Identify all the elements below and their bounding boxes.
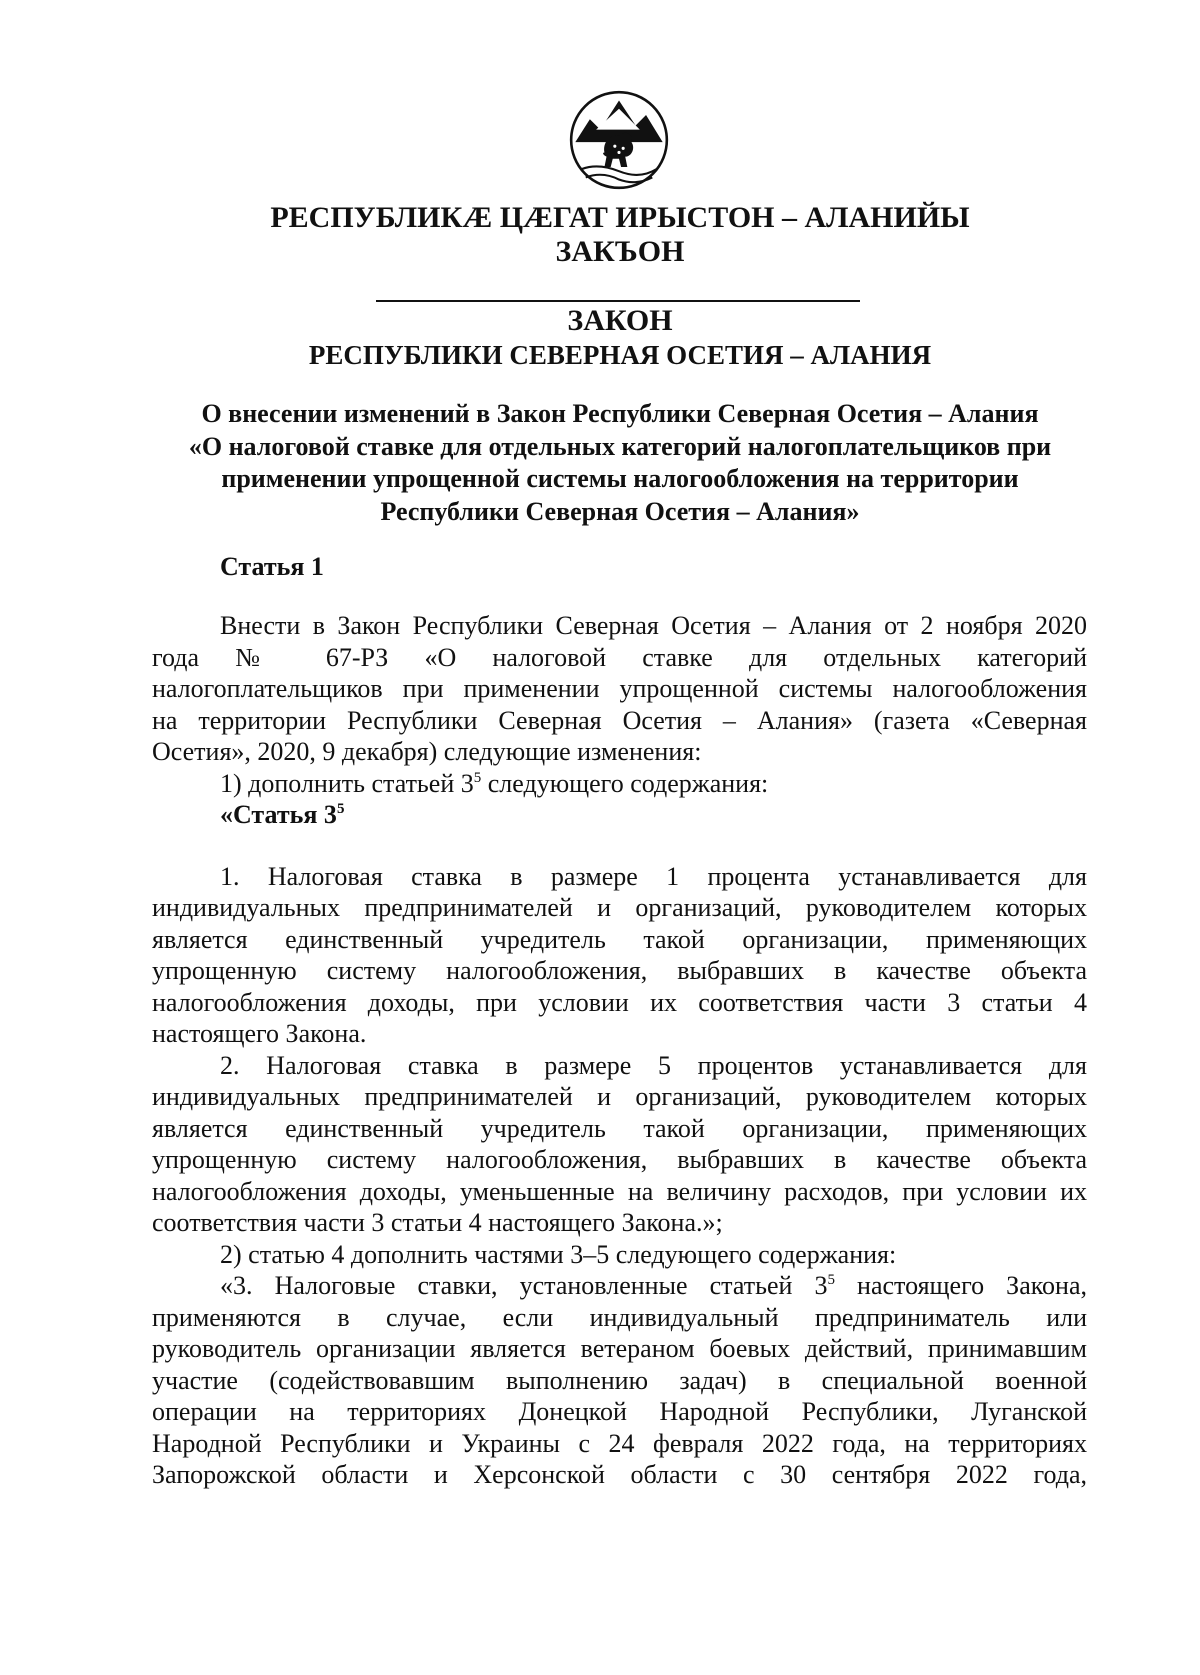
para3-line: Народной Республики и Украины с 24 февраля 2022 года, на территориях <box>152 1428 1087 1458</box>
coat-of-arms-emblem <box>567 88 671 192</box>
para3-line: Запорожской области и Херсонской области с 30 сентября 2022 года, <box>152 1460 1087 1489</box>
law-title-line: применении упрощенной системы налогообложения на территории <box>221 464 1019 493</box>
para1-line: настоящего Закона. <box>152 1019 367 1048</box>
sub-article-prefix: «Статья 3 <box>220 800 337 829</box>
sub-article-heading <box>152 799 1087 831</box>
para3-first-text: «3. Налоговые ставки, установленные статьей 3 <box>220 1271 828 1300</box>
para2-line: 2. Налоговая ставка в размере 5 процентов устанавливается для <box>220 1050 1087 1080</box>
item-1-superscript: 5 <box>473 769 482 786</box>
para3-first-tail: настоящего Закона, <box>834 1271 1088 1300</box>
para3-first-line <box>152 1270 1087 1302</box>
header-divider <box>376 300 860 302</box>
para3-line: операции на территориях Донецкой Народной Республики, Луганской <box>152 1397 1087 1426</box>
para2-line: соответствия части 3 статьи 4 настоящего Закона.»; <box>152 1208 723 1237</box>
intro-line: Осетия», 2020, 9 декабря) следующие изменения: <box>152 737 702 766</box>
ossetian-law-heading: ЗАКЪОН <box>555 235 685 268</box>
spacer <box>152 831 1087 861</box>
law-title-line: «О налоговой ставке для отдельных категорий налогоплательщиков при <box>188 431 1052 461</box>
intro-line: налогоплательщиков при применении упрощенной системы налогообложения <box>152 674 1087 703</box>
para2-line: является единственный учредитель такой организации, применяющих <box>152 1113 1087 1143</box>
para1-line: 1. Налоговая ставка в размере 1 процента устанавливается для <box>220 861 1087 891</box>
russian-law-heading: ЗАКОН <box>567 304 673 337</box>
item-1-text: 1) дополнить статьей 3 <box>220 768 474 798</box>
para1-line: индивидуальных предпринимателей и организаций, руководителем которых <box>152 893 1087 922</box>
intro-line: Внести в Закон Республики Северная Осетия – Алания от 2 ноября 2020 <box>220 611 1087 640</box>
law-title-line: Республики Северная Осетия – Алания» <box>380 496 860 526</box>
para3-line: участие (содействовавшим выполнению задач) в специальной военной <box>152 1365 1087 1395</box>
item-1-tail: следующего содержания: <box>481 768 769 798</box>
para3-line: применяются в случае, если индивидуальный предприниматель или <box>152 1302 1087 1332</box>
article-1-heading: Статья 1 <box>220 552 324 581</box>
law-title-line: О внесении изменений в Закон Республики Северная Осетия – Алания <box>201 399 1039 428</box>
para3-superscript: 5 <box>827 1272 835 1288</box>
para2-line: налогообложения доходы, уменьшенные на величину расходов, при условии их <box>152 1176 1087 1206</box>
intro-line: на территории Республики Северная Осетия – Алания» (газета «Северная <box>152 705 1087 735</box>
para3-line: руководитель организации является ветераном боевых действий, принимавшим <box>152 1334 1087 1363</box>
document-body <box>152 610 1087 1491</box>
ossetian-republic-heading: РЕСПУБЛИКӔ ЦӔГАТ ИРЫСТОН – АЛАНИЙЫ <box>270 201 970 234</box>
russian-republic-heading: РЕСПУБЛИКИ СЕВЕРНАЯ ОСЕТИЯ – АЛАНИЯ <box>308 340 932 370</box>
sub-article-superscript: 5 <box>336 801 345 817</box>
item-1 <box>152 768 1087 800</box>
para1-line: является единственный учредитель такой организации, применяющих <box>152 924 1087 954</box>
intro-line: года № 67-РЗ «О налоговой ставке для отдельных категорий <box>152 642 1087 672</box>
para1-line: упрощенную систему налогообложения, выбравших в качестве объекта <box>152 956 1087 985</box>
para1-line: налогообложения доходы, при условии их соответствия части 3 статьи 4 <box>152 987 1087 1017</box>
item-2: 2) статью 4 дополнить частями 3–5 следующего содержания: <box>220 1239 897 1269</box>
law-title <box>150 398 1090 528</box>
para2-line: индивидуальных предпринимателей и организаций, руководителем которых <box>152 1082 1087 1111</box>
para2-line: упрощенную систему налогообложения, выбравших в качестве объекта <box>152 1145 1087 1174</box>
